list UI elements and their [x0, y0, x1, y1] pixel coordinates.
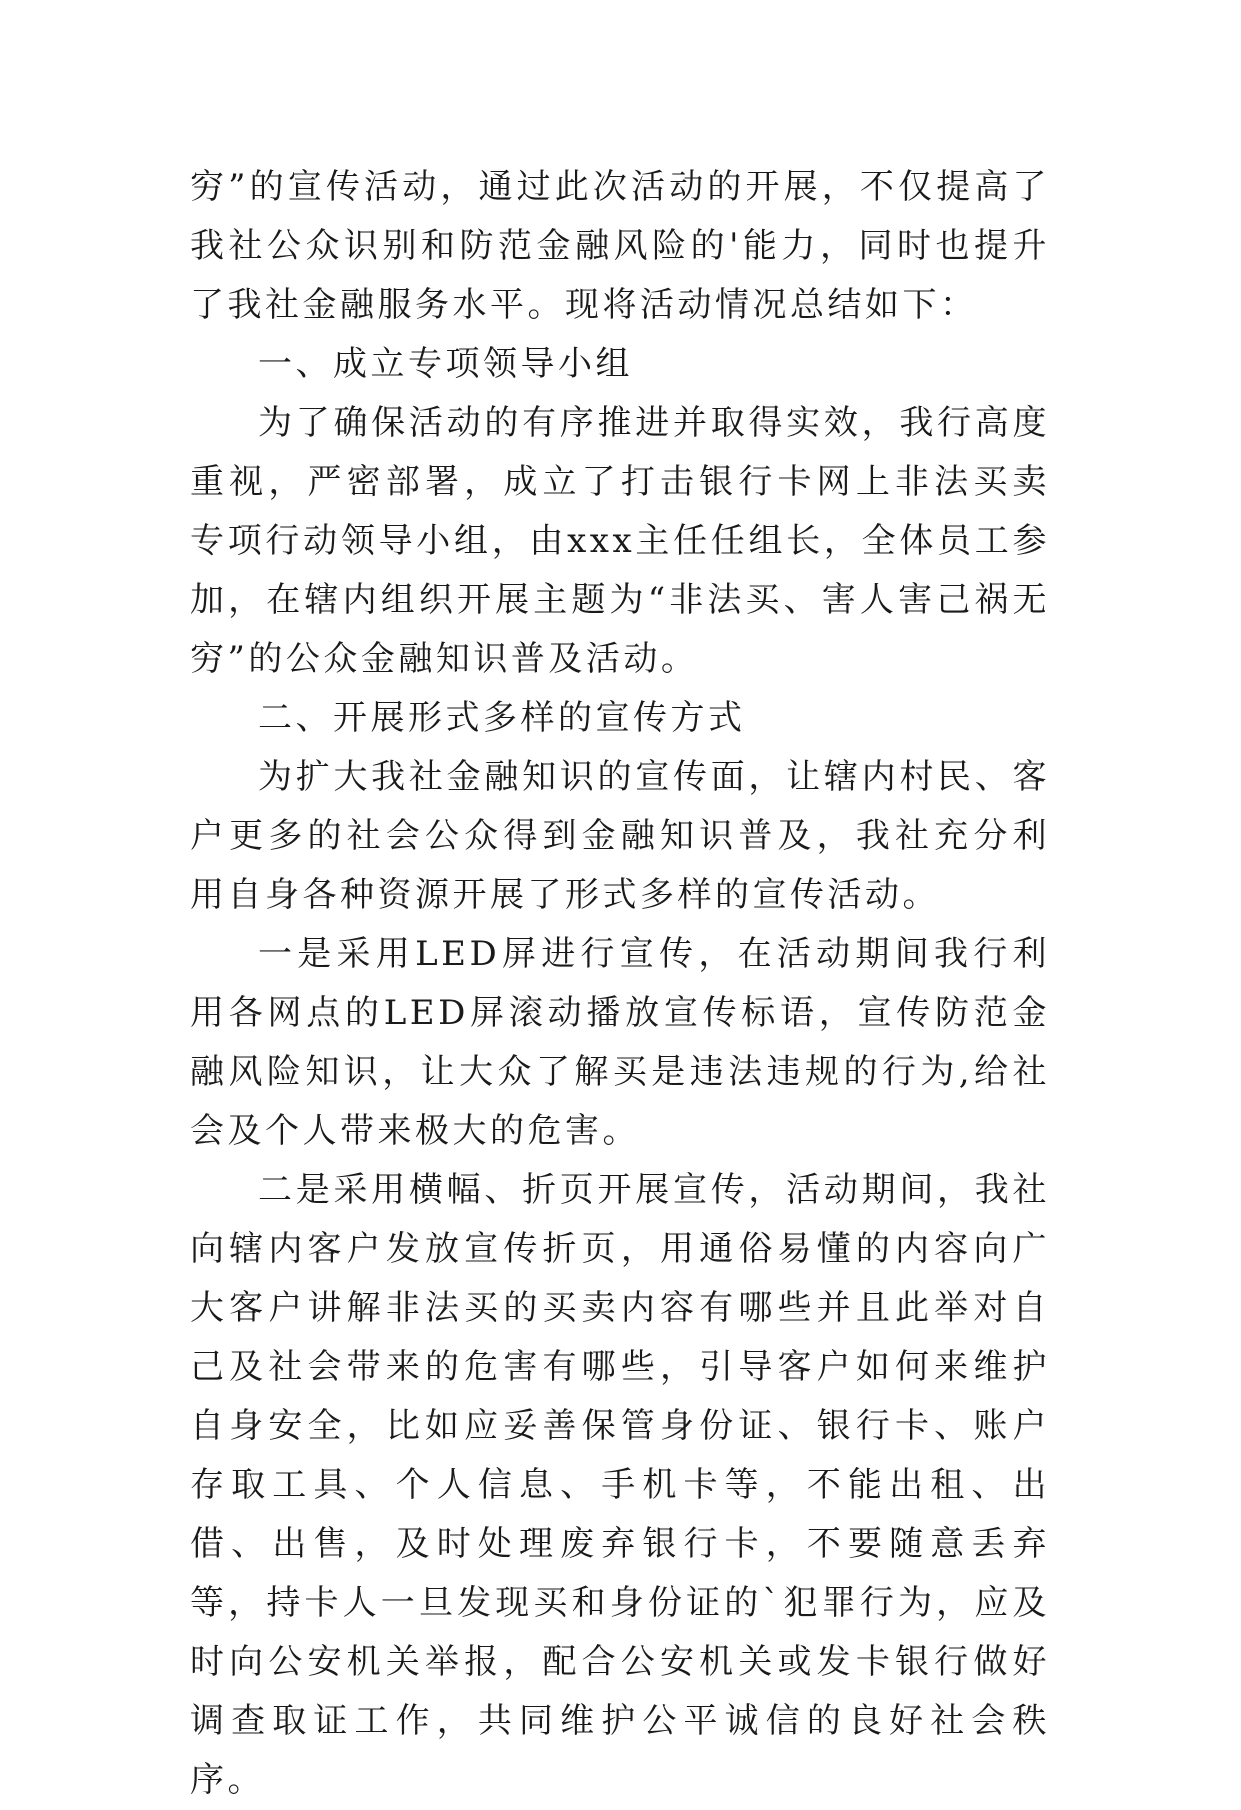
paragraph-publicity-overview: 为扩大我社金融知识的宣传面，让辖内村民、客户更多的社会公众得到金融知识普及，我社充分利用自身各种资源开展了形式多样的宣传活动。: [190, 757, 1050, 915]
section-heading-leadership-group: 一、成立专项领导小组: [258, 344, 633, 384]
document-body: [190, 158, 1050, 1810]
paragraph-intro-continued: 穷”的宣传活动，通过此次活动的开展，不仅提高了我社公众识别和防范金融风险的'能力，同时也提升了我社金融服务水平。现将活动情况总结如下：: [190, 167, 1050, 325]
paragraph-banners-leaflets: 二是采用横幅、折页开展宣传，活动期间，我社向辖内客户发放宣传折页，用通俗易懂的内容向广大客户讲解非法买的买卖内容有哪些并且此举对自己及社会带来的危害有哪些，引导客户如何来维护自身安全，比如应妥善保管身份证、银行卡、账户存取工具、个人信息、手机卡等，不能出租、出借、出售，及时处理废弃银行卡，不要随意丢弃等，持卡人一旦发现买和身份证的`犯罪行为，应及时向公安机关举报，配合公安机关或发卡银行做好调查取证工作，共同维护公平诚信的良好社会秩序。: [190, 1170, 1050, 1800]
paragraph-leadership-group: 为了确保活动的有序推进并取得实效，我行高度重视，严密部署，成立了打击银行卡网上非法买卖专项行动领导小组，由xxx主任任组长，全体员工参加，在辖内组织开展主题为“非法买、害人害己祸无穷”的公众金融知识普及活动。: [190, 403, 1050, 679]
section-heading-publicity-methods: 二、开展形式多样的宣传方式: [258, 698, 746, 738]
paragraph-led-screen: 一是采用LED屏进行宣传，在活动期间我行利用各网点的LED屏滚动播放宣传标语，宣传防范金融风险知识，让大众了解买是违法违规的行为,给社会及个人带来极大的危害。: [190, 934, 1050, 1151]
